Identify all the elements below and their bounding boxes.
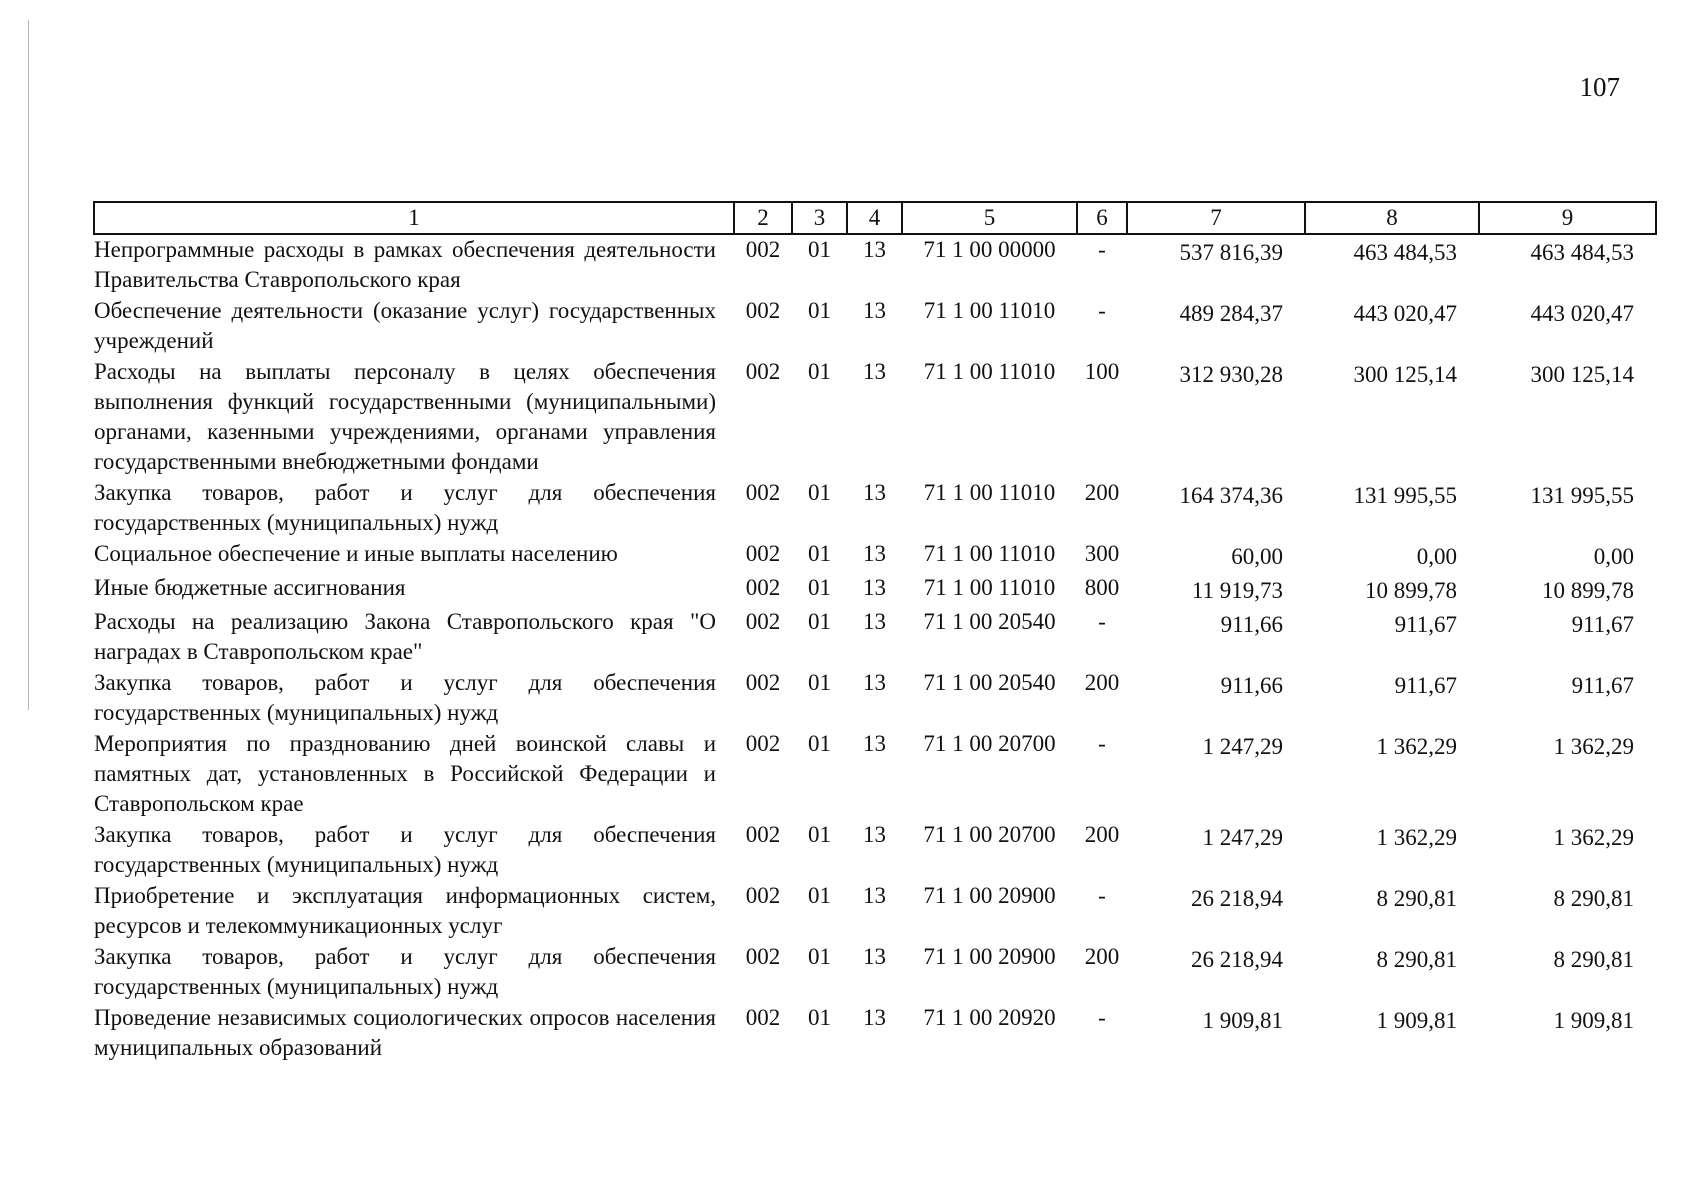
row-amount-col8: 8 290,81 [1376,947,1457,972]
column-header: 3 [792,202,847,234]
row-amount-col8: 10 899,78 [1365,578,1457,603]
row-expense-type: 200 [1084,822,1120,847]
row-name: Мероприятия по празднованию дней воинской славы и памятных дат, установленных в Российской Федерации и Ставропольском крае [94,731,716,816]
row-expense-type: - [1098,237,1106,262]
row-expense-type: - [1098,609,1106,634]
column-header: 6 [1077,202,1127,234]
column-header: 7 [1127,202,1305,234]
row-subsection: 13 [863,1005,886,1030]
table-row [94,942,1656,1003]
row-code: 002 [745,731,781,756]
column-header: 8 [1305,202,1479,234]
table-row [94,478,1656,539]
row-section: 01 [808,670,831,695]
table-row [94,729,1656,820]
row-amount-col7: 11 919,73 [1191,578,1283,603]
row-amount-col7: 1 247,29 [1202,825,1283,850]
row-section: 01 [808,298,831,323]
row-expense-type: - [1098,1005,1106,1030]
row-amount-col9: 300 125,14 [1530,362,1634,387]
row-expense-type: 200 [1084,944,1120,969]
row-name: Непрограммные расходы в рамках обеспечения деятельности Правительства Ставропольского края [94,237,716,292]
row-amount-col9: 1 909,81 [1553,1008,1634,1033]
row-amount-col7: 60,00 [1231,544,1283,569]
row-subsection: 13 [863,359,886,384]
row-amount-col7: 489 284,37 [1179,301,1283,326]
row-expense-type: - [1098,731,1106,756]
row-amount-col8: 300 125,14 [1353,362,1457,387]
table-row [94,357,1656,478]
row-amount-col7: 312 930,28 [1179,362,1283,387]
row-amount-col9: 911,67 [1571,673,1634,698]
column-header: 2 [734,202,792,234]
row-code: 002 [745,298,781,323]
row-amount-col8: 1 909,81 [1376,1008,1457,1033]
row-target-article: 71 1 00 20700 [923,731,1056,756]
row-target-article: 71 1 00 11010 [923,480,1056,505]
row-name: Закупка товаров, работ и услуг для обеспечения государственных (муниципальных) нужд [94,670,716,725]
row-subsection: 13 [863,609,886,634]
row-target-article: 71 1 00 11010 [923,359,1056,384]
row-amount-col7: 911,66 [1220,673,1283,698]
row-code: 002 [745,670,781,695]
budget-table [93,201,1657,1064]
row-amount-col9: 443 020,47 [1530,301,1634,326]
row-target-article: 71 1 00 00000 [923,237,1056,262]
row-subsection: 13 [863,731,886,756]
row-subsection: 13 [863,298,886,323]
header-row [94,202,1656,234]
table-row [94,607,1656,668]
row-target-article: 71 1 00 20540 [923,670,1056,695]
row-expense-type: - [1098,883,1106,908]
row-section: 01 [808,237,831,262]
row-target-article: 71 1 00 20900 [923,944,1056,969]
row-amount-col7: 164 374,36 [1179,483,1283,508]
row-expense-type: - [1098,298,1106,323]
row-code: 002 [745,541,781,566]
row-amount-col7: 1 247,29 [1202,734,1283,759]
row-name: Расходы на выплаты персоналу в целях обеспечения выполнения функций государственными (муниципальными) органами, казенными учреждениями, органами управления государственными внебюджетными фондами [94,359,716,474]
row-section: 01 [808,1005,831,1030]
row-section: 01 [808,883,831,908]
table-row [94,234,1656,296]
row-subsection: 13 [863,670,886,695]
row-name: Закупка товаров, работ и услуг для обеспечения государственных (муниципальных) нужд [94,944,716,999]
row-amount-col7: 26 218,94 [1191,947,1283,972]
row-target-article: 71 1 00 20540 [923,609,1056,634]
row-subsection: 13 [863,944,886,969]
row-amount-col8: 0,00 [1416,544,1457,569]
row-subsection: 13 [863,541,886,566]
row-code: 002 [745,237,781,262]
row-section: 01 [808,575,831,600]
row-amount-col7: 1 909,81 [1202,1008,1283,1033]
table-row [94,668,1656,729]
row-subsection: 13 [863,822,886,847]
row-expense-type: 200 [1084,670,1120,695]
row-target-article: 71 1 00 11010 [923,541,1056,566]
row-amount-col8: 1 362,29 [1376,825,1457,850]
row-amount-col8: 131 995,55 [1353,483,1457,508]
row-section: 01 [808,480,831,505]
row-code: 002 [745,944,781,969]
row-target-article: 71 1 00 20900 [923,883,1056,908]
table-row [94,881,1656,942]
row-amount-col9: 131 995,55 [1530,483,1634,508]
row-amount-col9: 8 290,81 [1553,947,1634,972]
table-row [94,539,1656,573]
row-section: 01 [808,944,831,969]
row-amount-col9: 8 290,81 [1553,886,1634,911]
row-code: 002 [745,575,781,600]
row-amount-col8: 1 362,29 [1376,734,1457,759]
row-amount-col9: 911,67 [1571,612,1634,637]
row-name: Проведение независимых социологических опросов населения муниципальных образований [94,1005,716,1060]
row-target-article: 71 1 00 11010 [923,298,1056,323]
row-target-article: 71 1 00 20700 [923,822,1056,847]
row-section: 01 [808,822,831,847]
table-row [94,1003,1656,1064]
row-code: 002 [745,822,781,847]
column-header: 4 [847,202,902,234]
row-subsection: 13 [863,480,886,505]
row-code: 002 [745,359,781,384]
column-header: 5 [902,202,1077,234]
row-section: 01 [808,541,831,566]
row-expense-type: 800 [1084,575,1120,600]
row-code: 002 [745,609,781,634]
row-amount-col7: 26 218,94 [1191,886,1283,911]
table-body [94,234,1656,1064]
row-subsection: 13 [863,575,886,600]
row-amount-col8: 443 020,47 [1353,301,1457,326]
row-section: 01 [808,359,831,384]
row-section: 01 [808,609,831,634]
row-target-article: 71 1 00 11010 [923,575,1056,600]
row-amount-col8: 8 290,81 [1376,886,1457,911]
row-amount-col9: 1 362,29 [1553,734,1634,759]
row-name: Обеспечение деятельности (оказание услуг) государственных учреждений [94,298,716,353]
row-expense-type: 200 [1084,480,1120,505]
column-header: 1 [94,202,734,234]
row-amount-col7: 911,66 [1220,612,1283,637]
row-code: 002 [745,1005,781,1030]
row-code: 002 [745,883,781,908]
row-amount-col9: 10 899,78 [1542,578,1634,603]
row-amount-col8: 911,67 [1394,673,1457,698]
row-name: Закупка товаров, работ и услуг для обеспечения государственных (муниципальных) нужд [94,480,716,535]
row-target-article: 71 1 00 20920 [923,1005,1056,1030]
row-name: Закупка товаров, работ и услуг для обеспечения государственных (муниципальных) нужд [94,822,716,877]
table-row [94,296,1656,357]
page-number: 107 [1579,72,1620,102]
row-expense-type: 100 [1084,359,1120,384]
row-name: Социальное обеспечение и иные выплаты населению [94,541,618,566]
row-section: 01 [808,731,831,756]
row-amount-col9: 0,00 [1593,544,1634,569]
row-subsection: 13 [863,883,886,908]
row-amount-col8: 911,67 [1394,612,1457,637]
scan-edge-line [28,20,29,710]
row-amount-col8: 463 484,53 [1353,240,1457,265]
table-row [94,820,1656,881]
row-amount-col9: 1 362,29 [1553,825,1634,850]
row-name: Иные бюджетные ассигнования [94,575,406,600]
row-subsection: 13 [863,237,886,262]
row-amount-col7: 537 816,39 [1179,240,1283,265]
row-expense-type: 300 [1084,541,1120,566]
column-header: 9 [1479,202,1656,234]
row-name: Расходы на реализацию Закона Ставропольского края "О наградах в Ставропольском крае" [94,609,716,664]
row-name: Приобретение и эксплуатация информационных систем, ресурсов и телекоммуникационных услуг [94,883,716,938]
row-amount-col9: 463 484,53 [1530,240,1634,265]
row-code: 002 [745,480,781,505]
table-row [94,573,1656,607]
